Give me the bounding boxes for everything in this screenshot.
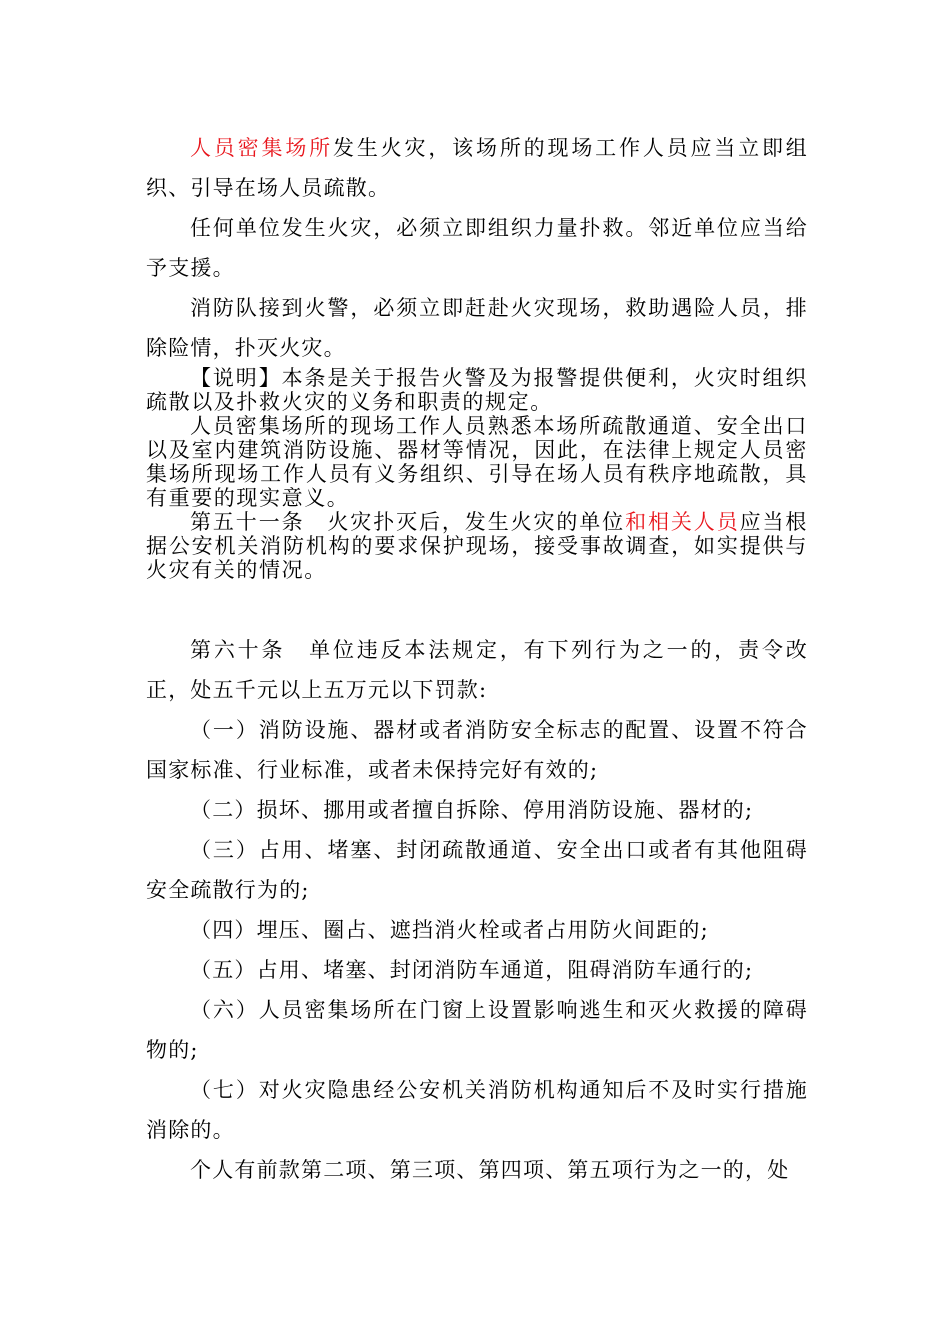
paragraph-article-51 [146,510,808,582]
list-item: （三）占用、堵塞、封闭疏散通道、安全出口或者有其他阻碍安全疏散行为的; [146,838,808,902]
list-item: （二）损坏、挪用或者擅自拆除、停用消防设施、器材的; [190,798,754,822]
list-item: （四）埋压、圈占、遮挡消火栓或者占用防火间距的; [190,918,709,942]
paragraph-text: 发生火灾，该场所的现场工作人员应当立即组织、引导在场人员疏散。 [146,136,809,200]
list-item: （一）消防设施、器材或者消防安全标志的配置、设置不符合国家标准、行业标准，或者未保持完好有效的; [146,718,808,782]
paragraph-explanation: 【说明】本条是关于报告火警及为报警提供便利，火灾时组织疏散以及扑救火灾的义务和职责的规定。 [146,366,808,414]
paragraph-individual-penalty: 个人有前款第二项、第三项、第四项、第五项行为之一的，处 [190,1158,790,1182]
paragraph-unit-fire-fighting: 任何单位发生火灾，必须立即组织力量扑救。邻近单位应当给予支援。 [146,216,808,280]
list-item: （六）人员密集场所在门窗上设置影响逃生和灭火救援的障碍物的; [146,998,808,1062]
section-article-60 [146,630,808,1190]
highlight-related-persons: 和相关人员 [625,510,740,534]
paragraph-text: 应当根据公安机关消防机构的要求保护现场，接受事故调查，如实提供与火灾有关的情况。 [146,510,808,582]
list-item: （五）占用、堵塞、封闭消防车通道，阻碍消防车通行的; [190,958,754,982]
paragraph-text: 第五十一条 火灾扑灭后，发生火灾的单位 [190,510,626,534]
highlight-crowded-places: 人员密集场所 [190,136,333,160]
paragraph-crowded-place-evacuation [146,128,808,208]
section-fire-evacuation [146,128,808,368]
paragraph-explanation-detail: 人员密集场所的现场工作人员熟悉本场所疏散通道、安全出口以及室内建筑消防设施、器材等情况，因此，在法律上规定人员密集场所现场工作人员有义务组织、引导在场人员有秩序地疏散，具有重要的现实意义。 [146,414,808,510]
paragraph-fire-brigade-response: 消防队接到火警，必须立即赶赴火灾现场，救助遇险人员，排除险情，扑灭火灾。 [146,296,808,360]
paragraph-article-60-intro: 第六十条 单位违反本法规定，有下列行为之一的，责令改正，处五千元以上五万元以下罚款: [146,638,808,702]
section-explanation [146,366,808,582]
list-item: （七）对火灾隐患经公安机关消防机构通知后不及时实行措施消除的。 [146,1078,808,1142]
